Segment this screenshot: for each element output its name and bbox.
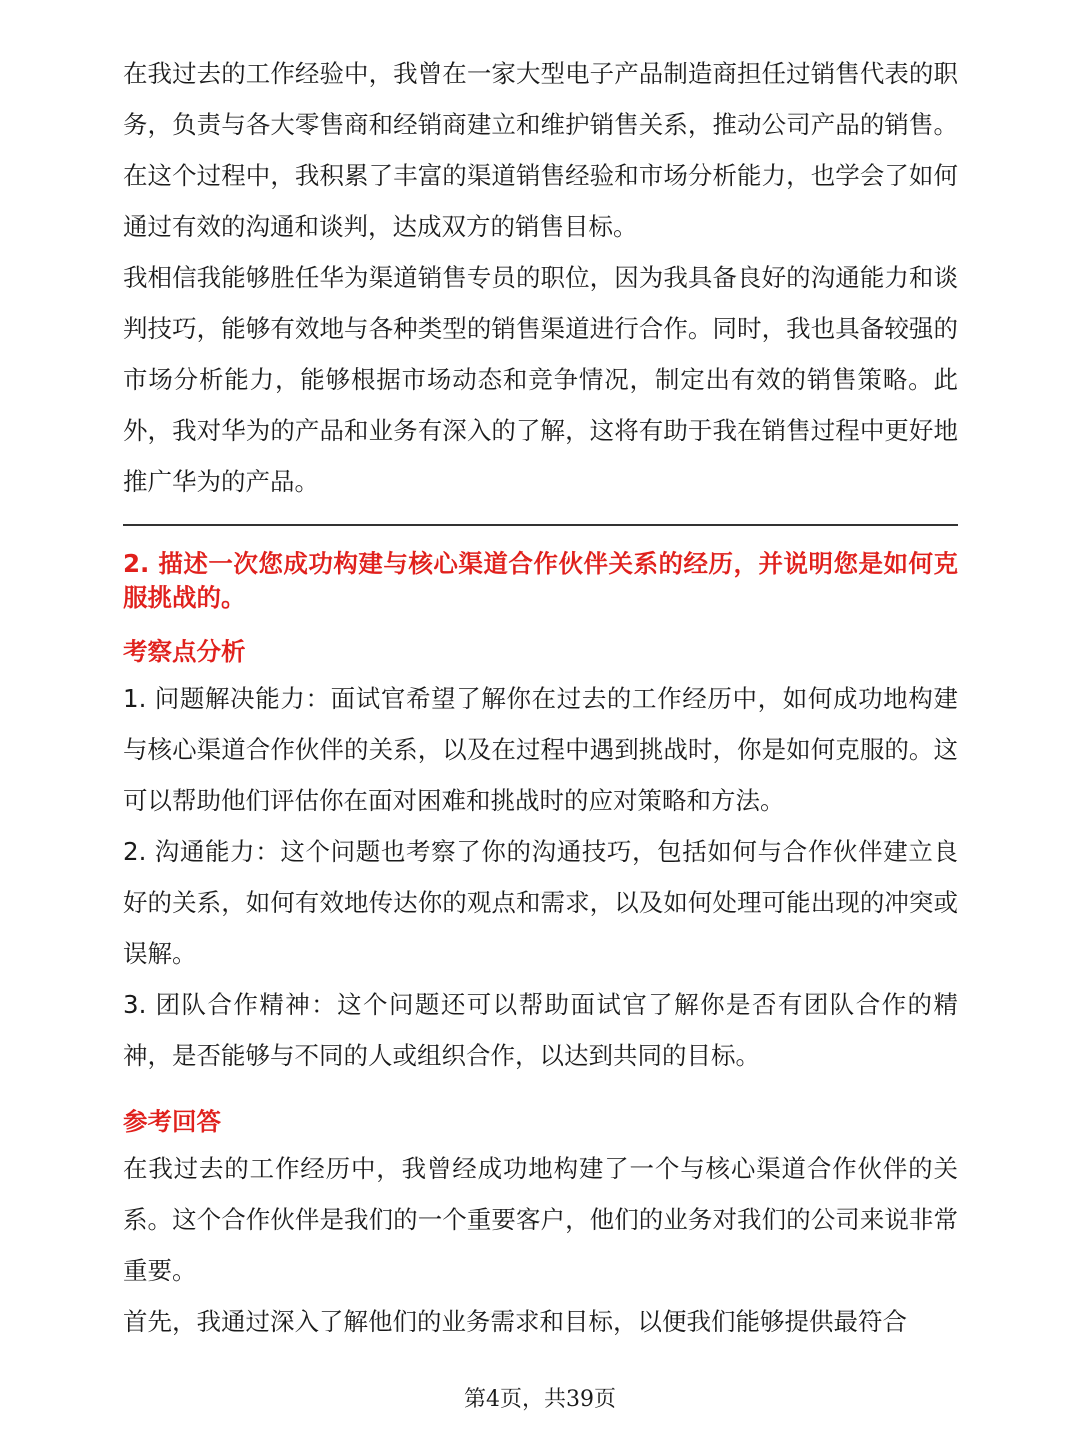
document-page	[123, 48, 958, 1347]
answer-paragraph-2: 首先，我通过深入了解他们的业务需求和目标，以便我们能够提供最符合	[123, 1307, 907, 1336]
answer-heading: 参考回答	[123, 1107, 221, 1136]
answer-paragraph-1: 在我过去的工作经历中，我曾经成功地构建了一个与核心渠道合作伙伴的关系。这个合作伙伴是我们的一个重要客户，他们的业务对我们的公司来说非常重要。	[123, 1154, 958, 1285]
page-number-footer: 第4页，共39页	[464, 1387, 616, 1412]
analysis-heading: 考察点分析	[123, 637, 246, 666]
question-title: 2. 描述一次您成功构建与核心渠道合作伙伴关系的经历，并说明您是如何克服挑战的。	[123, 549, 958, 612]
analysis-item-3: 3. 团队合作精神：这个问题还可以帮助面试官了解你是否有团队合作的精神，是否能够与不同的人或组织合作，以达到共同的目标。	[123, 990, 958, 1070]
analysis-item-1: 1. 问题解决能力：面试官希望了解你在过去的工作经历中，如何成功地构建与核心渠道合作伙伴的关系，以及在过程中遇到挑战时，你是如何克服的。这可以帮助他们评估你在面对困难和挑战时的应对策略和方法。	[123, 684, 958, 815]
section-divider	[123, 524, 958, 526]
analysis-item-2: 2. 沟通能力：这个问题也考察了你的沟通技巧，包括如何与合作伙伴建立良好的关系，如何有效地传达你的观点和需求，以及如何处理可能出现的冲突或误解。	[123, 837, 958, 968]
intro-paragraph-2: 我相信我能够胜任华为渠道销售专员的职位，因为我具备良好的沟通能力和谈判技巧，能够有效地与各种类型的销售渠道进行合作。同时，我也具备较强的市场分析能力，能够根据市场动态和竞争情况，制定出有效的销售策略。此外，我对华为的产品和业务有深入的了解，这将有助于我在销售过程中更好地推广华为的产品。	[123, 263, 958, 496]
intro-paragraph-1: 在我过去的工作经验中，我曾在一家大型电子产品制造商担任过销售代表的职务，负责与各大零售商和经销商建立和维护销售关系，推动公司产品的销售。在这个过程中，我积累了丰富的渠道销售经验和市场分析能力，也学会了如何通过有效的沟通和谈判，达成双方的销售目标。	[123, 59, 958, 241]
